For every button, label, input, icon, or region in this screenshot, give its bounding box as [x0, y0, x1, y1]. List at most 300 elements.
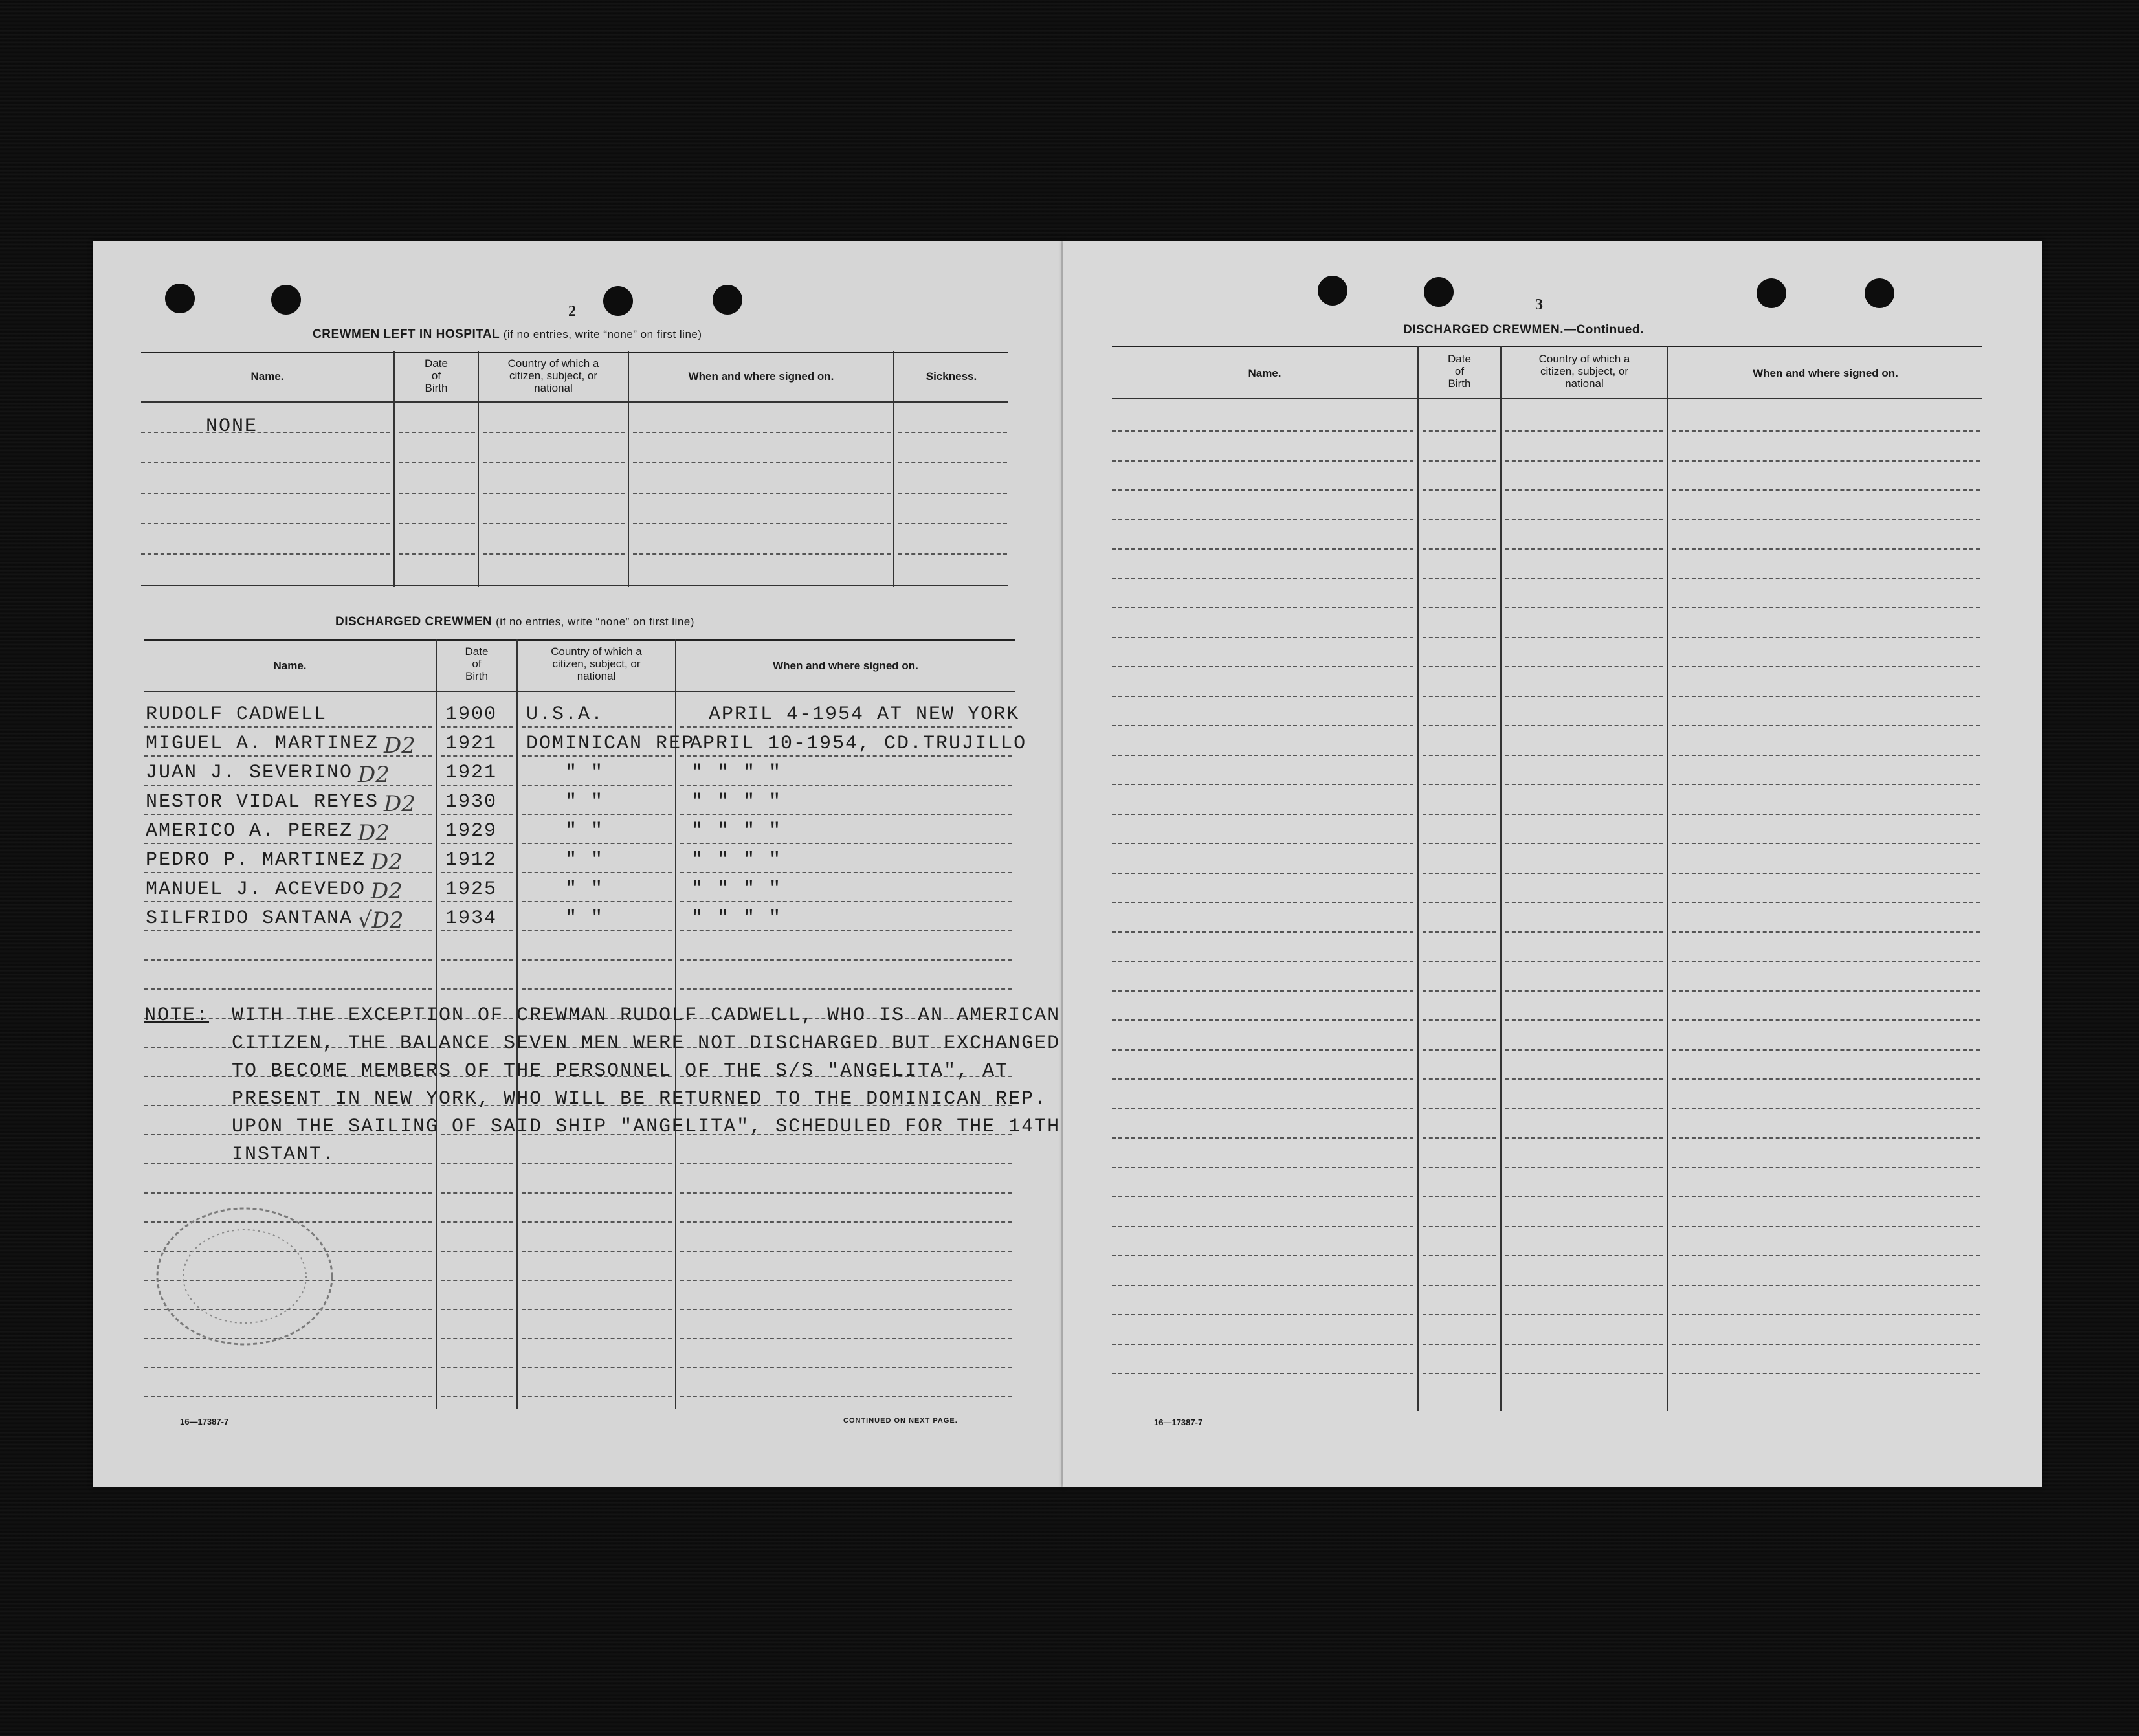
ruled-line: [1423, 902, 1496, 903]
ruled-line: [1672, 460, 1980, 462]
note-line: UPON THE SAILING OF SAID SHIP "ANGELITA", SCHEDULED FOR THE 14TH: [232, 1116, 1061, 1138]
col-header-name: Name.: [273, 660, 307, 672]
ruled-line: [1423, 578, 1496, 579]
ruled-line: [1112, 1049, 1413, 1051]
ruled-line: [1505, 1078, 1663, 1080]
ruled-line: [1505, 430, 1663, 432]
ruled-line: [522, 843, 672, 844]
ruled-line: [1505, 843, 1663, 844]
crew-country: " ": [565, 907, 604, 929]
ruled-line: [1423, 961, 1496, 962]
ruled-line: [1672, 814, 1980, 815]
ruled-line: [1423, 1344, 1496, 1345]
ruled-line: [1672, 990, 1980, 992]
ruled-line: [1505, 1285, 1663, 1286]
ruled-line: [522, 726, 672, 728]
form-page-left: [93, 241, 1063, 1487]
discharged-title-note: (if no entries, write “none” on first line): [496, 616, 694, 628]
ruled-line: [483, 462, 625, 463]
ruled-line: [1112, 961, 1413, 962]
crew-birth-year: 1912: [445, 849, 498, 871]
ruled-line: [1672, 1285, 1980, 1286]
ruled-line: [1112, 1373, 1413, 1374]
ruled-line: [1423, 1167, 1496, 1168]
ruled-line: [522, 988, 672, 990]
ruled-line: [1672, 725, 1980, 726]
ruled-line: [1112, 873, 1413, 874]
ruled-line: [1423, 873, 1496, 874]
ruled-line: [680, 726, 1012, 728]
col-header-birth: Date of Birth: [465, 645, 489, 682]
ruled-line: [1505, 460, 1663, 462]
handwritten-mark: D2: [358, 762, 390, 788]
ruled-line: [1112, 489, 1413, 491]
ruled-line: [680, 755, 1012, 757]
ruled-line: [1672, 1019, 1980, 1021]
ruled-line: [1112, 1344, 1413, 1345]
ruled-line: [1505, 1344, 1663, 1345]
punch-hole: [603, 286, 633, 316]
ruled-line: [399, 523, 475, 524]
ruled-line: [483, 523, 625, 524]
ruled-line: [1423, 430, 1496, 432]
ruled-line: [399, 462, 475, 463]
ruled-line: [680, 901, 1012, 902]
ruled-line: [144, 1367, 432, 1368]
ruled-line: [1423, 1373, 1496, 1374]
ruled-line: [1112, 637, 1413, 638]
ruled-line: [1672, 1108, 1980, 1109]
ruled-line: [141, 493, 390, 494]
ruled-line: [1505, 931, 1663, 933]
ruled-line: [1672, 1137, 1980, 1139]
punch-hole: [271, 285, 301, 315]
ruled-line: [1112, 666, 1413, 667]
ruled-line: [680, 1163, 1012, 1164]
ruled-line: [144, 1192, 432, 1194]
ruled-line: [522, 1367, 672, 1368]
ruled-line: [1423, 990, 1496, 992]
ruled-line: [1112, 902, 1413, 903]
ruled-line: [441, 930, 513, 931]
ruled-line: [1505, 548, 1663, 550]
ruled-line: [680, 872, 1012, 873]
punch-hole: [165, 284, 195, 313]
crew-name: PEDRO P. MARTINEZ: [146, 849, 366, 871]
ruled-line: [1505, 519, 1663, 520]
ruled-line: [1672, 1255, 1980, 1256]
ruled-line: [1505, 1314, 1663, 1315]
ruled-line: [1672, 696, 1980, 697]
crew-birth-year: 1929: [445, 820, 498, 842]
ruled-line: [1112, 578, 1413, 579]
crew-name: MIGUEL A. MARTINEZ: [146, 733, 379, 755]
crew-country: DOMINICAN REP.: [526, 733, 708, 755]
ruled-line: [1505, 1049, 1663, 1051]
page-number: 3: [1535, 296, 1543, 313]
ruled-line: [633, 462, 891, 463]
ruled-line: [680, 843, 1012, 844]
hospital-section-title: [313, 328, 702, 342]
ruled-line: [399, 553, 475, 555]
ruled-line: [1505, 666, 1663, 667]
ruled-line: [1505, 961, 1663, 962]
crew-name: AMERICO A. PEREZ: [146, 820, 353, 842]
handwritten-mark: D2: [371, 849, 403, 875]
ruled-line: [1423, 607, 1496, 608]
handwritten-mark: D2: [384, 733, 416, 759]
ruled-line: [1423, 1255, 1496, 1256]
discharged-title-text: DISCHARGED CREWMEN: [335, 615, 493, 629]
crew-name: MANUEL J. ACEVEDO: [146, 878, 366, 900]
ruled-line: [1112, 755, 1413, 756]
crew-name: NESTOR VIDAL REYES: [146, 791, 379, 813]
ruled-line: [680, 1338, 1012, 1339]
ruled-line: [1505, 814, 1663, 815]
ruled-line: [399, 493, 475, 494]
ruled-line: [522, 1280, 672, 1281]
ruled-line: [144, 1396, 432, 1397]
ruled-line: [1672, 489, 1980, 491]
ruled-line: [522, 959, 672, 961]
ruled-line: [1672, 1167, 1980, 1168]
col-header-country: Country of which a citizen, subject, or national: [1538, 353, 1630, 390]
ruled-line: [1423, 784, 1496, 785]
crew-country: " ": [565, 820, 604, 842]
ruled-line: [1112, 1285, 1413, 1286]
continued-section-title: DISCHARGED CREWMEN.—Continued.: [1403, 323, 1644, 337]
punch-hole: [713, 285, 742, 315]
ruled-line: [441, 901, 513, 902]
ruled-line: [1505, 902, 1663, 903]
ruled-line: [680, 1251, 1012, 1252]
ruled-line: [1672, 873, 1980, 874]
ruled-line: [1505, 578, 1663, 579]
ruled-line: [522, 930, 672, 931]
ruled-line: [1423, 1314, 1496, 1315]
note-label: NOTE:: [144, 1005, 210, 1027]
ruled-line: [441, 814, 513, 815]
ruled-line: [522, 1221, 672, 1223]
crew-country: " ": [565, 762, 604, 784]
ruled-line: [1505, 1373, 1663, 1374]
ruled-line: [1112, 430, 1413, 432]
discharged-continued-table: [1112, 346, 1982, 1411]
ruled-line: [483, 493, 625, 494]
ruled-line: [1112, 725, 1413, 726]
ruled-line: [1112, 696, 1413, 697]
ruled-line: [1112, 607, 1413, 608]
ruled-line: [144, 726, 432, 728]
ruled-line: [522, 1163, 672, 1164]
ruled-line: [1423, 637, 1496, 638]
ruled-line: [1505, 1108, 1663, 1109]
ruled-line: [1505, 725, 1663, 726]
ruled-line: [1112, 519, 1413, 520]
ruled-line: [441, 1251, 513, 1252]
note-line: PRESENT IN NEW YORK, WHO WILL BE RETURNED TO THE DOMINICAN REP.: [232, 1088, 1048, 1110]
ruled-line: [1505, 607, 1663, 608]
official-stamp: [144, 1199, 351, 1354]
ruled-line: [1423, 1019, 1496, 1021]
hospital-table: [141, 351, 1008, 587]
ruled-line: [1672, 1078, 1980, 1080]
ruled-line: [1672, 784, 1980, 785]
ruled-line: [680, 785, 1012, 786]
note-line: TO BECOME MEMBERS OF THE PERSONNEL OF THE S/S "ANGELITA", AT: [232, 1060, 1009, 1082]
ruled-line: [1423, 1285, 1496, 1286]
ruled-line: [141, 462, 390, 463]
form-page-right: [1063, 241, 2042, 1487]
ruled-line: [1423, 696, 1496, 697]
col-header-birth: Date of Birth: [1448, 353, 1471, 390]
crew-signed-on: " " " ": [691, 878, 782, 900]
punch-hole: [1424, 277, 1454, 307]
ruled-line: [1423, 1078, 1496, 1080]
ruled-line: [1505, 755, 1663, 756]
ruled-line: [441, 1163, 513, 1164]
ruled-line: [1505, 1167, 1663, 1168]
ruled-line: [1423, 843, 1496, 844]
ruled-line: [441, 785, 513, 786]
ruled-line: [898, 553, 1007, 555]
ruled-line: [633, 553, 891, 555]
ruled-line: [1505, 990, 1663, 992]
ruled-line: [1672, 637, 1980, 638]
col-header-signed: When and where signed on.: [1753, 367, 1898, 379]
ruled-line: [1112, 460, 1413, 462]
ruled-line: [522, 785, 672, 786]
col-header-signed: When and where signed on.: [773, 660, 918, 672]
ruled-line: [522, 1251, 672, 1252]
col-header-signed: When and where signed on.: [688, 370, 834, 383]
ruled-line: [1672, 1226, 1980, 1227]
ruled-line: [1505, 1137, 1663, 1139]
ruled-line: [1505, 489, 1663, 491]
ruled-line: [141, 523, 390, 524]
ruled-line: [1672, 430, 1980, 432]
ruled-line: [1112, 1137, 1413, 1139]
ruled-line: [1672, 843, 1980, 844]
ruled-line: [1505, 1019, 1663, 1021]
ruled-line: [522, 901, 672, 902]
ruled-line: [522, 872, 672, 873]
crew-birth-year: 1921: [445, 762, 498, 784]
ruled-line: [898, 462, 1007, 463]
ruled-line: [1423, 519, 1496, 520]
crew-name: RUDOLF CADWELL: [146, 704, 327, 726]
ruled-line: [522, 1396, 672, 1397]
col-header-name: Name.: [250, 370, 284, 383]
note-line: CITIZEN, THE BALANCE SEVEN MEN WERE NOT DISCHARGED BUT EXCHANGED: [232, 1032, 1061, 1054]
note-line: WITH THE EXCEPTION OF CREWMAN RUDOLF CADWELL, WHO IS AN AMERICAN: [232, 1005, 1061, 1027]
crew-country: " ": [565, 878, 604, 900]
ruled-line: [441, 959, 513, 961]
handwritten-mark: √D2: [358, 907, 404, 933]
crew-birth-year: 1921: [445, 733, 498, 755]
discharged-section-title: [335, 615, 694, 629]
ruled-line: [1505, 637, 1663, 638]
ruled-line: [441, 872, 513, 873]
ruled-line: [1423, 814, 1496, 815]
crew-birth-year: 1930: [445, 791, 498, 813]
ruled-line: [680, 814, 1012, 815]
ruled-line: [1672, 902, 1980, 903]
ruled-line: [1423, 548, 1496, 550]
punch-hole: [1757, 278, 1786, 308]
col-header-country: Country of which a citizen, subject, or national: [507, 357, 599, 394]
ruled-line: [680, 988, 1012, 990]
ruled-line: [1112, 548, 1413, 550]
ruled-line: [1672, 1344, 1980, 1345]
ruled-line: [144, 959, 432, 961]
ruled-line: [1423, 1049, 1496, 1051]
ruled-line: [680, 1396, 1012, 1397]
ruled-line: [441, 1280, 513, 1281]
crew-country: " ": [565, 849, 604, 871]
ruled-line: [1672, 1314, 1980, 1315]
col-header-sickness: Sickness.: [925, 370, 977, 383]
ruled-line: [522, 1338, 672, 1339]
ruled-line: [441, 1309, 513, 1310]
ruled-line: [1672, 519, 1980, 520]
ruled-line: [1505, 784, 1663, 785]
ruled-line: [1672, 666, 1980, 667]
crew-signed-on: " " " ": [691, 849, 782, 871]
ruled-line: [483, 553, 625, 555]
crew-name: JUAN J. SEVERINO: [146, 762, 353, 784]
ruled-line: [1112, 1226, 1413, 1227]
ruled-line: [1672, 1049, 1980, 1051]
ruled-line: [441, 1221, 513, 1223]
crew-signed-on: " " " ": [691, 791, 782, 813]
ruled-line: [1112, 814, 1413, 815]
ruled-line: [441, 1367, 513, 1368]
col-header-birth: Date of Birth: [425, 357, 448, 394]
ruled-line: [1112, 1078, 1413, 1080]
ruled-line: [441, 1396, 513, 1397]
ruled-line: [1423, 1196, 1496, 1197]
crew-name: SILFRIDO SANTANA: [146, 907, 353, 929]
crew-birth-year: 1925: [445, 878, 498, 900]
ruled-line: [441, 1192, 513, 1194]
ruled-line: [1505, 1255, 1663, 1256]
ruled-line: [522, 755, 672, 757]
crew-signed-on: APRIL 4-1954 AT NEW YORK: [709, 704, 1020, 726]
ruled-line: [1112, 843, 1413, 844]
note-line: INSTANT.: [232, 1144, 336, 1166]
ruled-line: [1112, 1167, 1413, 1168]
punch-hole: [1865, 278, 1894, 308]
crew-signed-on: APRIL 10-1954, CD.TRUJILLO: [690, 733, 1027, 755]
ruled-line: [898, 493, 1007, 494]
crew-country: " ": [565, 791, 604, 813]
ruled-line: [1672, 578, 1980, 579]
ruled-line: [633, 432, 891, 433]
ruled-line: [1672, 961, 1980, 962]
ruled-line: [633, 523, 891, 524]
crew-signed-on: " " " ": [691, 907, 782, 929]
ruled-line: [1672, 1196, 1980, 1197]
ruled-line: [633, 493, 891, 494]
ruled-line: [1423, 1137, 1496, 1139]
col-header-country: Country of which a citizen, subject, or national: [551, 645, 642, 682]
ruled-line: [1423, 460, 1496, 462]
punch-hole: [1318, 276, 1347, 306]
crew-signed-on: " " " ": [691, 762, 782, 784]
ruled-line: [1112, 784, 1413, 785]
continued-label: CONTINUED ON NEXT PAGE.: [843, 1417, 958, 1425]
page-number: 2: [568, 303, 576, 320]
ruled-line: [1423, 931, 1496, 933]
ruled-line: [1672, 548, 1980, 550]
ruled-line: [441, 988, 513, 990]
ruled-line: [141, 432, 390, 433]
crew-country: U.S.A.: [526, 704, 604, 726]
handwritten-mark: D2: [384, 791, 416, 817]
hospital-entry: NONE: [206, 416, 258, 438]
ruled-line: [441, 1338, 513, 1339]
ruled-line: [1672, 607, 1980, 608]
crew-birth-year: 1934: [445, 907, 498, 929]
ruled-line: [1423, 489, 1496, 491]
ruled-line: [680, 1192, 1012, 1194]
ruled-line: [441, 843, 513, 844]
ruled-line: [1505, 1196, 1663, 1197]
ruled-line: [1423, 1226, 1496, 1227]
ruled-line: [680, 1367, 1012, 1368]
form-code: 16—17387-7: [1154, 1418, 1203, 1427]
ruled-line: [1112, 1196, 1413, 1197]
handwritten-mark: D2: [371, 878, 403, 904]
crew-birth-year: 1900: [445, 704, 498, 726]
crew-signed-on: " " " ": [691, 820, 782, 842]
ruled-line: [441, 755, 513, 757]
ruled-line: [1112, 1255, 1413, 1256]
ruled-line: [1112, 1314, 1413, 1315]
ruled-line: [680, 1309, 1012, 1310]
ruled-line: [1112, 990, 1413, 992]
ruled-line: [680, 930, 1012, 931]
ruled-line: [522, 1192, 672, 1194]
ruled-line: [399, 432, 475, 433]
hospital-title-note: (if no entries, write “none” on first line): [503, 328, 702, 340]
ruled-line: [1112, 1108, 1413, 1109]
ruled-line: [898, 523, 1007, 524]
ruled-line: [141, 553, 390, 555]
ruled-line: [522, 1309, 672, 1310]
ruled-line: [1112, 1019, 1413, 1021]
ruled-line: [1423, 755, 1496, 756]
handwritten-mark: D2: [358, 820, 390, 846]
ruled-line: [441, 726, 513, 728]
col-header-name: Name.: [1248, 367, 1281, 379]
ruled-line: [522, 814, 672, 815]
ruled-line: [680, 1280, 1012, 1281]
ruled-line: [144, 988, 432, 990]
ruled-line: [1672, 931, 1980, 933]
ruled-line: [1672, 1373, 1980, 1374]
ruled-line: [1112, 931, 1413, 933]
ruled-line: [1423, 725, 1496, 726]
ruled-line: [680, 1221, 1012, 1223]
ruled-line: [1505, 873, 1663, 874]
ruled-line: [1423, 1108, 1496, 1109]
ruled-line: [1505, 696, 1663, 697]
ruled-line: [483, 432, 625, 433]
form-code: 16—17387-7: [180, 1417, 229, 1427]
ruled-line: [898, 432, 1007, 433]
